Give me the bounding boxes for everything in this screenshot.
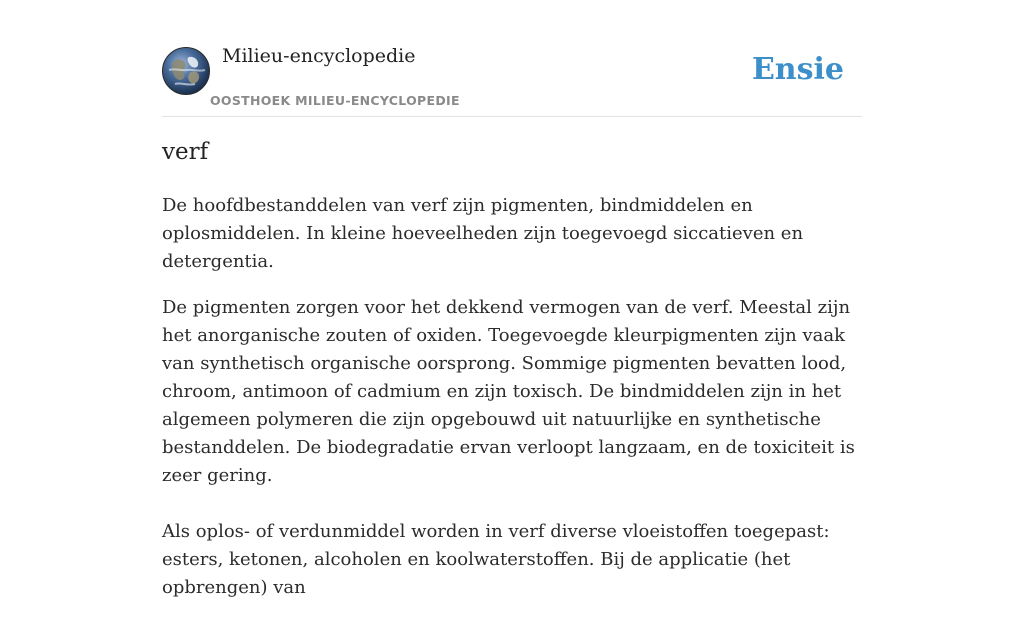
article-paragraph: De hoofdbestanddelen van verf zijn pigmenten, bindmiddelen en oplosmiddelen. In kleine hoeveelheden zijn toegevoegd siccatieven en detergentia.: [162, 195, 804, 272]
earth-globe-icon[interactable]: [162, 47, 210, 95]
site-subtitle: OOSTHOEK MILIEU-ENCYCLOPEDIE: [210, 93, 460, 108]
site-name[interactable]: Milieu-encyclopedie: [222, 45, 416, 67]
site-header: [162, 44, 862, 117]
article-title: verf: [162, 139, 209, 165]
brand-logo-link[interactable]: Ensie: [751, 52, 844, 87]
article-paragraph: De pigmenten zorgen voor het dekkend vermogen van de verf. Meestal zijn het anorganische zouten of oxiden. Toegevoegde kleurpigmenten zijn vaak van synthetisch organische oorsprong. Sommige pigmenten bevatten lood, chroom, antimoon of cadmium en zijn toxisch. De bindmiddelen zijn in het algemeen polymeren die zijn opgebouwd uit natuurlijke en synthetische bestanddelen. De biodegradatie ervan verloopt langzaam, en de toxiciteit is zeer gering.: [162, 297, 855, 486]
article-body: [162, 192, 864, 620]
article-paragraph: Als oplos- of verdunmiddel worden in verf diverse vloeistoffen toegepast: esters, ketonen, alcoholen en koolwaterstoffen. Bij de applicatie (het opbrengen) van: [162, 521, 830, 598]
